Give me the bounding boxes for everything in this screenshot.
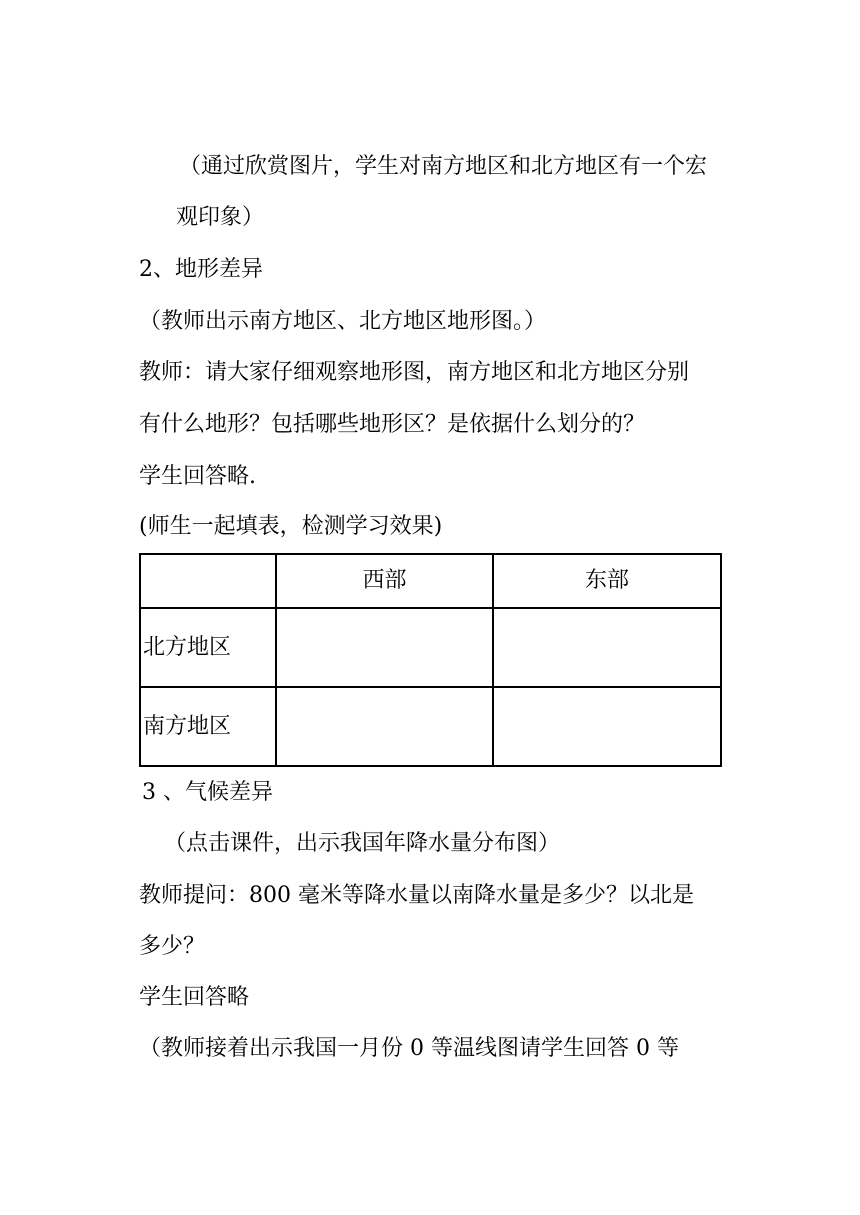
table-cell [276, 608, 493, 687]
table-header-cell: 东部 [493, 554, 721, 608]
table-row-label: 南方地区 [140, 687, 276, 766]
paragraph-line: （通过欣赏图片，学生对南方地区和北方地区有一个宏 [179, 154, 708, 179]
terrain-table [139, 553, 722, 767]
paragraph-line: (师生一起填表，检测学习效果) [139, 514, 443, 539]
table-row [140, 687, 721, 766]
paragraph-line: 教师：请大家仔细观察地形图，南方地区和北方地区分别 [139, 360, 690, 385]
table-row [140, 608, 721, 687]
paragraph-line: 教师提问：800 毫米等降水量以南降水量是多少？以北是 [139, 883, 694, 908]
paragraph-line: 观印象） [176, 205, 265, 230]
paragraph-line: 多少？ [139, 934, 206, 959]
table-header-cell: 西部 [276, 554, 493, 608]
paragraph-line: 学生回答略. [139, 464, 256, 489]
table-row-label: 北方地区 [140, 608, 276, 687]
paragraph-line: 学生回答略 [139, 985, 250, 1010]
table-header-cell [140, 554, 276, 608]
table-header-row [140, 554, 721, 608]
table-cell [276, 687, 493, 766]
paragraph-line: 有什么地形？包括哪些地形区？是依据什么划分的？ [139, 412, 646, 437]
section-heading: 3 、气候差异 [142, 780, 273, 805]
section-heading: 2、地形差异 [139, 257, 263, 282]
paragraph-line: （点击课件，出示我国年降水量分布图） [164, 831, 561, 856]
table-cell [493, 687, 721, 766]
paragraph-line: （教师接着出示我国一月份 0 等温线图请学生回答 0 等 [139, 1036, 679, 1061]
paragraph-line: （教师出示南方地区、北方地区地形图。） [139, 309, 547, 334]
table-cell [493, 608, 721, 687]
